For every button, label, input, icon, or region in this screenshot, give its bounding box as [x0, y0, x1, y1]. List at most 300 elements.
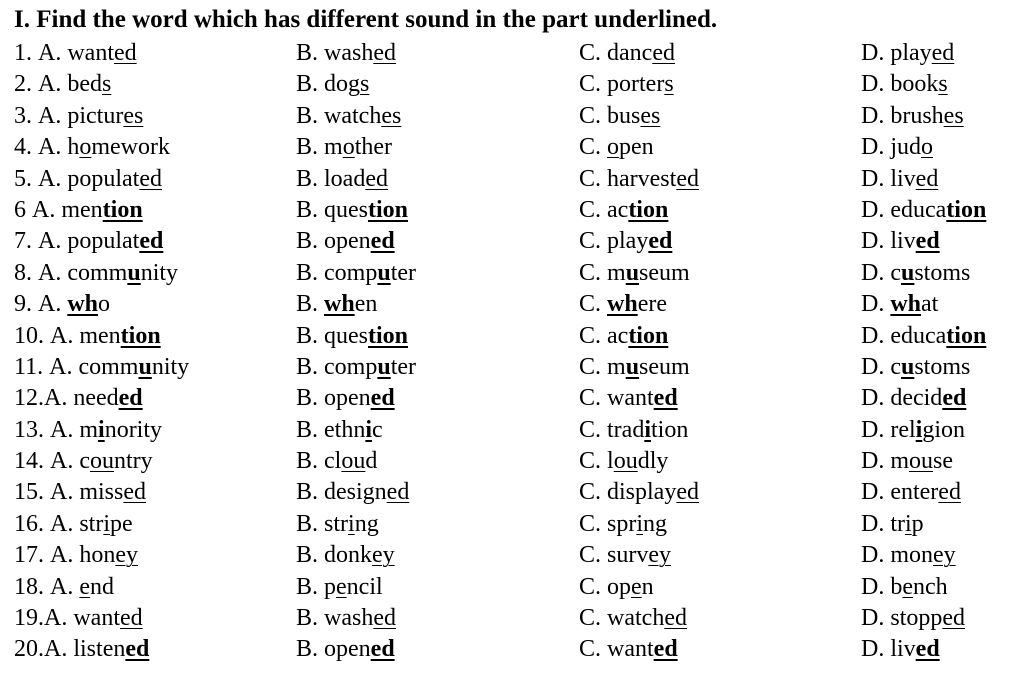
word-text: C. surv [579, 542, 649, 569]
underlined-part: e [902, 573, 913, 600]
question-row [0, 634, 1024, 665]
question-row [0, 132, 1024, 163]
underlined-part: tion [628, 322, 669, 349]
question-row [0, 603, 1024, 634]
underlined-part: ed [653, 636, 678, 663]
option-c [579, 134, 654, 161]
option-b [296, 40, 396, 67]
option-d [861, 479, 961, 506]
underlined-part: ey [115, 542, 138, 569]
underlined-part: e [79, 573, 90, 600]
underlined-part: ed [938, 479, 961, 506]
question-number: 8. A. [14, 259, 68, 286]
underlined-part: ed [370, 636, 395, 663]
option-b [296, 323, 408, 350]
question-number: 16. A. [14, 510, 80, 537]
underlined-part: o [921, 134, 933, 161]
question-list [0, 38, 1024, 666]
option-c [579, 40, 675, 67]
word-text: B. [296, 291, 325, 318]
question-row [0, 383, 1024, 414]
word-text: C. want [579, 636, 654, 663]
underlined-part: tion [946, 322, 987, 349]
word-text: B. comp [296, 259, 378, 286]
word-text: B. cl [296, 448, 342, 475]
underlined-part: ed [652, 40, 675, 66]
option-c [579, 448, 668, 475]
option-d [861, 385, 966, 412]
word-text: C. m [579, 353, 626, 380]
option-d [861, 103, 964, 130]
underlined-part: ed [653, 385, 678, 412]
underlined-part: tion [946, 196, 987, 223]
word-text: C. l [579, 448, 614, 475]
underlined-part: o [79, 134, 92, 161]
word-text: men [79, 322, 121, 349]
word-text: D. m [861, 448, 909, 475]
underlined-part: e [631, 573, 642, 600]
word-text: gion [922, 416, 965, 443]
word-text: stoms [914, 353, 971, 380]
word-text: C. ac [579, 196, 629, 223]
question-number: 12.A. [14, 385, 74, 412]
word-text: B. watch [296, 102, 382, 129]
word-text: C. bus [579, 102, 641, 129]
word-text: nity [140, 259, 179, 286]
word-text: n [641, 573, 654, 600]
underlined-part: i [348, 510, 355, 537]
word-text: B. open [296, 385, 371, 412]
word-text: listen [73, 636, 126, 663]
word-text: D. educa [861, 196, 947, 223]
underlined-part: tion [102, 196, 143, 223]
underlined-part: ed [120, 605, 143, 632]
word-text: d [365, 448, 378, 475]
option-d [861, 166, 938, 193]
underlined-part: ey [933, 542, 956, 569]
option-a [14, 166, 162, 193]
question-row [0, 509, 1024, 540]
option-d [861, 134, 933, 161]
option-d [861, 323, 986, 350]
underlined-part: ed [942, 605, 965, 632]
word-text: C. op [579, 573, 632, 600]
question-row [0, 477, 1024, 508]
option-a [14, 71, 111, 98]
underlined-part: ed [123, 479, 147, 506]
option-c [579, 354, 690, 381]
option-a [14, 103, 143, 130]
option-c [579, 166, 699, 193]
question-number: 13. A. [14, 416, 80, 443]
option-b [296, 71, 369, 98]
word-text: en [354, 291, 378, 318]
option-c [579, 542, 671, 569]
option-b [296, 197, 408, 224]
word-text: mework [91, 134, 170, 161]
underlined-part: u [900, 353, 915, 380]
word-text: B. wash [296, 605, 374, 632]
word-text: B. open [296, 228, 371, 255]
word-text: populat [67, 228, 140, 255]
option-b [296, 228, 395, 255]
underlined-part: ed [139, 165, 162, 192]
option-b [296, 166, 388, 193]
option-a [14, 511, 133, 538]
word-text: D. educa [861, 322, 947, 349]
underlined-part: es [381, 102, 402, 129]
underlined-part: i [915, 416, 923, 443]
option-d [861, 260, 970, 287]
question-number: 6 A. [14, 196, 62, 223]
option-a [14, 542, 138, 569]
word-text: need [73, 385, 119, 412]
underlined-part: ed [931, 40, 955, 66]
word-text: stoms [914, 259, 971, 286]
underlined-part: i [365, 416, 372, 443]
exercise-title: I. Find the word which has different sound in the part underlined. [14, 6, 718, 33]
option-d [861, 228, 940, 255]
option-c [579, 385, 678, 412]
option-b [296, 385, 395, 412]
underlined-part: ed [676, 479, 699, 506]
underlined-part: ed [942, 385, 967, 412]
word-text: B. ques [296, 322, 368, 349]
option-c [579, 260, 690, 287]
word-text: D. tr [861, 510, 905, 537]
word-text: D. c [861, 353, 901, 380]
option-c [579, 605, 687, 632]
underlined-part: es [123, 102, 144, 129]
option-c [579, 228, 672, 255]
word-text: nority [104, 416, 163, 443]
underlined-part: i [905, 510, 912, 537]
option-a [14, 134, 170, 161]
option-c [579, 71, 674, 98]
underlined-part: s [664, 71, 674, 98]
option-d [861, 354, 970, 381]
question-row [0, 38, 1024, 69]
question-row [0, 195, 1024, 226]
underlined-part: tion [368, 196, 409, 223]
underlined-part: u [127, 259, 141, 286]
option-a [14, 479, 146, 506]
word-text: D. liv [861, 165, 916, 192]
word-text: D. book [861, 71, 939, 98]
word-text: B. m [296, 134, 343, 161]
option-d [861, 511, 924, 538]
underlined-part: ed [386, 479, 410, 506]
option-b [296, 542, 395, 569]
question-number: 2. A. [14, 71, 68, 98]
word-text: B. dog [296, 71, 361, 98]
underlined-part: ou [90, 448, 114, 475]
option-b [296, 291, 377, 318]
question-row [0, 258, 1024, 289]
word-text: D. enter [861, 479, 939, 506]
option-c [579, 574, 654, 601]
word-text: ter [390, 353, 416, 380]
word-text: D. liv [861, 636, 916, 663]
question-row [0, 226, 1024, 257]
underlined-part: e [336, 573, 347, 600]
underlined-part: wh [890, 291, 922, 318]
option-c [579, 197, 668, 224]
word-text: B. p [296, 573, 337, 600]
underlined-part: o [607, 134, 620, 161]
question-number: 7. A. [14, 228, 68, 255]
word-text: populat [67, 165, 140, 192]
option-d [861, 71, 948, 98]
underlined-part: ed [370, 228, 395, 255]
word-text: C. spr [579, 510, 637, 537]
underlined-part: wh [324, 291, 355, 318]
word-text: hon [79, 542, 116, 569]
word-text: D. mon [861, 542, 933, 569]
underlined-part: ou [341, 448, 366, 475]
option-a [14, 448, 153, 475]
question-number: 14. A. [14, 448, 80, 475]
word-text: D. stopp [861, 605, 943, 632]
word-text: C. trad [579, 416, 645, 443]
word-text: B. design [296, 479, 387, 506]
option-b [296, 354, 416, 381]
underlined-part: i [644, 416, 651, 443]
option-a [14, 291, 110, 318]
option-c [579, 291, 667, 318]
question-row [0, 69, 1024, 100]
underlined-part: i [636, 510, 644, 537]
option-b [296, 103, 401, 130]
question-row [0, 289, 1024, 320]
question-number: 4. A. [14, 134, 68, 161]
word-text: ter [390, 259, 416, 286]
word-text: D. brush [861, 102, 944, 129]
option-b [296, 417, 383, 444]
word-text: C. porter [579, 71, 665, 98]
underlined-part: ed [125, 636, 150, 663]
option-a [14, 260, 178, 287]
underlined-part: ed [915, 636, 940, 663]
option-b [296, 636, 395, 663]
word-text: nch [913, 573, 948, 600]
option-a [14, 417, 162, 444]
option-d [861, 40, 954, 67]
word-text: D. liv [861, 228, 916, 255]
word-text: o [98, 291, 111, 318]
word-text: p [911, 510, 924, 537]
option-a [14, 574, 114, 601]
option-a [14, 197, 143, 224]
word-text: want [73, 605, 120, 632]
option-a [14, 605, 143, 632]
word-text: B. comp [296, 353, 378, 380]
option-c [579, 511, 667, 538]
option-d [861, 448, 953, 475]
question-number: 10. A. [14, 322, 80, 349]
word-text: C. ac [579, 322, 629, 349]
underlined-part: u [377, 259, 391, 286]
option-b [296, 134, 392, 161]
word-text: B. wash [296, 40, 374, 66]
word-text: pictur [67, 102, 124, 129]
word-text: B. ques [296, 196, 368, 223]
question-number: 17. A. [14, 542, 80, 569]
word-text: D. play [861, 40, 932, 66]
option-c [579, 636, 678, 663]
word-text: ng [643, 510, 668, 537]
word-text: nd [90, 573, 114, 600]
word-text: bed [67, 71, 102, 98]
underlined-part: ou [613, 448, 638, 475]
word-text: ncil [346, 573, 383, 600]
word-text: B. ethn [296, 416, 366, 443]
word-text: str [79, 510, 104, 537]
option-a [14, 636, 149, 663]
option-c [579, 103, 660, 130]
option-d [861, 291, 938, 318]
underlined-part: ey [372, 542, 395, 569]
word-text: comm [67, 259, 128, 286]
underlined-part: u [377, 353, 391, 380]
question-number: 18. A. [14, 573, 80, 600]
question-row [0, 572, 1024, 603]
option-a [14, 323, 161, 350]
option-b [296, 605, 396, 632]
underlined-part: u [625, 259, 640, 286]
underlined-part: s [102, 71, 112, 98]
word-text: dly [637, 448, 669, 475]
word-text: ntry [114, 448, 153, 475]
word-text: h [67, 134, 80, 161]
underlined-part: u [138, 353, 152, 380]
word-text: c [372, 416, 383, 443]
word-text: D. jud [861, 134, 921, 161]
underlined-part: ed [118, 385, 143, 412]
underlined-part: u [900, 259, 915, 286]
word-text: nity [151, 353, 190, 380]
word-text: C. m [579, 259, 626, 286]
option-d [861, 417, 965, 444]
word-text: C. play [579, 228, 649, 255]
question-row [0, 446, 1024, 477]
word-text: C. [579, 134, 608, 161]
underlined-part: i [98, 416, 105, 443]
question-number: 15. A. [14, 479, 80, 506]
word-text: tion [651, 416, 689, 443]
word-text: m [79, 416, 99, 443]
option-c [579, 323, 668, 350]
question-number: 5. A. [14, 165, 68, 192]
word-text: D. c [861, 259, 901, 286]
question-number: 1. A. [14, 40, 68, 66]
underlined-part: es [943, 102, 964, 129]
option-d [861, 636, 940, 663]
underlined-part: ed [373, 605, 396, 632]
question-row [0, 415, 1024, 446]
question-number: 11. A. [14, 353, 79, 380]
underlined-part: ed [370, 385, 395, 412]
word-text: pe [110, 510, 133, 537]
option-b [296, 574, 383, 601]
question-number: 19.A. [14, 605, 74, 632]
underlined-part: ed [114, 40, 137, 66]
underlined-part: tion [120, 322, 161, 349]
option-a [14, 40, 137, 67]
word-text: B. load [296, 165, 366, 192]
word-text: seum [639, 353, 690, 380]
word-text: C. danc [579, 40, 653, 66]
word-text: B. donk [296, 542, 373, 569]
word-text: D. decid [861, 385, 943, 412]
word-text: B. open [296, 636, 371, 663]
word-text: C. want [579, 385, 654, 412]
word-text: ther [354, 134, 392, 161]
word-text: men [61, 196, 103, 223]
underlined-part: tion [368, 322, 409, 349]
word-text: pen [619, 134, 654, 161]
option-a [14, 354, 189, 381]
underlined-part: ou [909, 448, 933, 475]
question-row [0, 352, 1024, 383]
word-text: seum [639, 259, 690, 286]
underlined-part: ey [648, 542, 671, 569]
underlined-part: ed [139, 228, 164, 255]
word-text: miss [79, 479, 124, 506]
underlined-part: s [360, 71, 370, 98]
word-text: comm [78, 353, 139, 380]
underlined-part: ed [664, 605, 687, 632]
option-d [861, 197, 986, 224]
underlined-part: s [938, 71, 948, 98]
word-text: C. watch [579, 605, 665, 632]
word-text: C. harvest [579, 165, 677, 192]
question-number: 9. A. [14, 291, 68, 318]
question-number: 3. A. [14, 102, 68, 129]
underlined-part: tion [628, 196, 669, 223]
word-text: ng [354, 510, 379, 537]
underlined-part: ed [365, 165, 388, 192]
option-b [296, 479, 409, 506]
word-text: ere [637, 291, 667, 318]
underlined-part: ed [676, 165, 699, 192]
word-text: c [79, 448, 90, 475]
word-text: D. b [861, 573, 903, 600]
word-text: at [921, 291, 939, 318]
underlined-part: es [640, 102, 661, 129]
question-row [0, 101, 1024, 132]
underlined-part: wh [607, 291, 638, 318]
underlined-part: ed [373, 40, 396, 66]
underlined-part: u [625, 353, 640, 380]
option-b [296, 448, 377, 475]
underlined-part: o [342, 134, 355, 161]
underlined-part: wh [67, 291, 99, 318]
option-a [14, 228, 163, 255]
word-text: B. str [296, 510, 349, 537]
word-text: D. rel [861, 416, 916, 443]
question-row [0, 540, 1024, 571]
question-row [0, 321, 1024, 352]
option-d [861, 574, 948, 601]
word-text: se [933, 448, 953, 475]
word-text: want [67, 40, 114, 66]
word-text: D. [861, 291, 891, 318]
option-d [861, 542, 956, 569]
option-b [296, 511, 379, 538]
question-row [0, 164, 1024, 195]
underlined-part: ed [915, 228, 940, 255]
